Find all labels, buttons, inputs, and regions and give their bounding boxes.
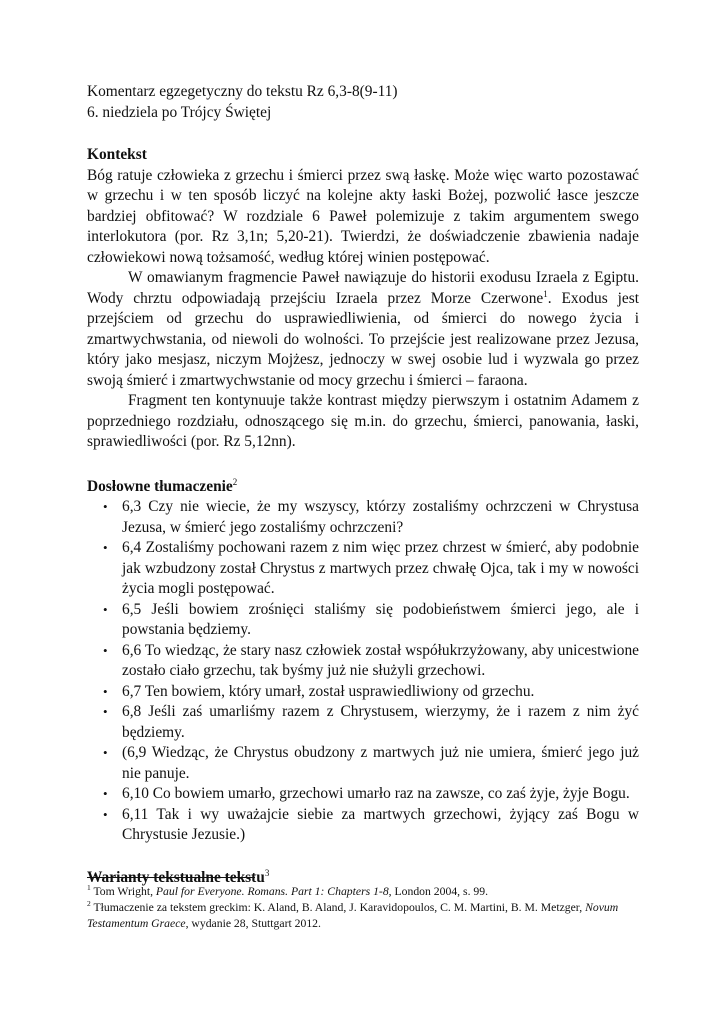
footnote-number: 1 <box>87 883 91 893</box>
document-body <box>87 82 639 888</box>
list-item <box>87 497 639 538</box>
list-item <box>87 702 639 743</box>
document-header <box>87 82 639 123</box>
bullet-icon: • <box>103 499 108 514</box>
bullet-icon: • <box>103 601 108 617</box>
footnote-ref-2[interactable]: 2 <box>232 476 238 487</box>
footnote-ref-1[interactable]: 1 <box>543 288 548 299</box>
verse-text: 6,5 Jeśli bowiem zrośnięci staliśmy się podobieństwem śmierci jego, ale i powstania będziemy. <box>122 600 639 638</box>
verse-text: 6,8 Jeśli zaś umarliśmy razem z Chrystusem, wierzymy, że i razem z nim żyć będziemy. <box>122 703 639 741</box>
footnote-number: 2 <box>87 899 91 909</box>
bullet-icon: • <box>103 704 108 719</box>
translation-heading <box>87 477 639 498</box>
footnote-text: Tłumaczenie za tekstem greckim: K. Aland, B. Aland, J. Karavidopoulos, C. M. Martini, B. M. Metzger, <box>93 901 586 914</box>
footnote-author: Tom Wright, <box>93 885 156 898</box>
bullet-icon: • <box>103 745 108 760</box>
verse-text: 6,7 Ten bowiem, który umarł, został usprawiedliwiony od grzechu. <box>122 682 535 700</box>
verse-list <box>87 497 639 846</box>
verse-text: (6,9 Wiedząc, że Chrystus obudzony z martwych już nie umiera, śmierć jego już nie panuje. <box>122 744 639 782</box>
kontekst-heading: Kontekst <box>87 146 147 163</box>
translation-heading-text: Dosłowne tłumaczenie <box>87 477 233 495</box>
kontekst-paragraph-3: Fragment ten kontynuuje także kontrast między pierwszym i ostatnim Adamem z poprzedniego rozdziału, odnoszącego się m.in. do grzechu, śmierci, panowania, łaski, sprawiedliwości (por. Rz 5,12nn). <box>87 392 639 450</box>
footnotes <box>87 877 639 932</box>
footnote-book-title: Paul for Everyone. Romans. Part 1: Chapters 1-8 <box>155 885 389 898</box>
bullet-icon: • <box>103 786 108 801</box>
footnote-publication: , London 2004, s. 99. <box>388 885 489 898</box>
verse-text: 6,6 To wiedząc, że stary nasz człowiek został współukrzyżowany, aby unicestwione zostało ciało grzechu, tak byśmy już nie służyli grzechowi. <box>122 641 639 679</box>
kontekst-paragraph-2-text-a: W omawianym fragmencie Paweł nawiązuje do historii exodusu Izraela z Egiptu. Wody chrztu odpowiadają przejściu Izraela przez Morze Czerwone <box>87 269 639 307</box>
footnote-divider <box>87 877 255 878</box>
kontekst-paragraph-2 <box>87 268 639 391</box>
bullet-icon: • <box>103 540 108 555</box>
verse-text: 6,10 Co bowiem umarło, grzechowi umarło raz na zawsze, co zaś żyje, żyje Bogu. <box>122 785 630 802</box>
list-item <box>87 538 639 600</box>
footnote-book-title: Novum Testamentum Graece <box>87 901 619 930</box>
header-title: Komentarz egzegetyczny do tekstu Rz 6,3-8(9-11) <box>87 83 398 100</box>
verse-text: 6,3 Czy nie wiecie, że my wszyscy, którzy zostaliśmy ochrzczeni w Chrystusa Jezusa, w śmierć jego zostaliśmy ochrzczeni? <box>122 498 639 536</box>
kontekst-paragraph-2-text-b: . Exodus jest przejściem od grzechu do usprawiedliwienia, od śmierci do nowego życia i zmartwychwstania, od niewoli do wolności. To przejście jest realizowane przez Jezusa, który jako mesjasz, niczym Mojżesz, jednoczy w swej osobie lud i wyzwala go przez swoją śmierć i zmartwychwstanie od mocy grzechu i śmierci – faraona. <box>87 289 639 389</box>
bullet-icon: • <box>103 683 108 699</box>
list-item <box>87 682 639 703</box>
kontekst-paragraph-1: Bóg ratuje człowieka z grzechu i śmierci przez swą łaskę. Może więc warto pozostawać w grzechu i w ten sposób liczyć na kolejne akty łaski Bożej, pozwolić łasce jeszcze bardziej obfitować? W rozdziale 6 Paweł polemizuje z takim argumentem swego interlokutora (por. Rz 3,1n; 5,20-21). Twierdzi, że doświadczenie zbawienia nadaje człowiekowi nową tożsamość, według której winien postępować. <box>87 166 639 266</box>
verse-text: 6,11 Tak i wy uważajcie siebie za martwych grzechowi, żyjący zaś Bogu w Chrystusie Jezusie.) <box>122 805 639 843</box>
list-item <box>87 805 639 846</box>
header-subtitle: 6. niedziela po Trójcy Świętej <box>87 103 272 121</box>
variants-heading-text: Warianty tekstualne tekstu <box>87 868 265 886</box>
footnote-1 <box>87 884 639 900</box>
footnote-2 <box>87 900 639 932</box>
footnote-publication: , wydanie 28, Stuttgart 2012. <box>185 917 321 930</box>
list-item <box>87 743 639 784</box>
footnote-ref-3[interactable]: 3 <box>264 867 270 878</box>
bullet-icon: • <box>103 806 108 822</box>
bullet-icon: • <box>103 642 108 658</box>
list-item <box>87 784 639 805</box>
verse-text: 6,4 Zostaliśmy pochowani razem z nim więc przez chrzest w śmierć, aby podobnie jak wzbudzony został Chrystus z martwych przez chwałę Ojca, tak i my w nowości życia mogli postępować. <box>122 539 639 597</box>
list-item <box>87 641 639 682</box>
list-item <box>87 600 639 641</box>
